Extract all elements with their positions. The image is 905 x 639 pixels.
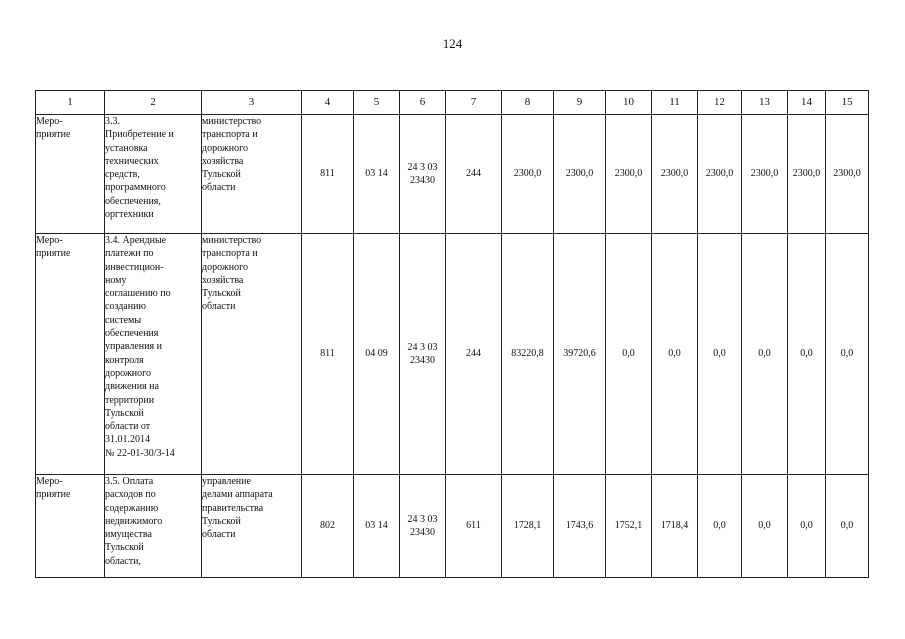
value-cell: 0,0 <box>788 475 826 578</box>
header-cell: 11 <box>652 91 698 115</box>
row-name-cell: 3.5. Оплата расходов по содержанию недвижимого имущества Тульской области, <box>105 475 202 578</box>
value-cell: 0,0 <box>742 234 788 475</box>
table-row <box>36 234 869 475</box>
csr-cell: 24 3 03 23430 <box>400 234 446 475</box>
value-cell: 0,0 <box>698 475 742 578</box>
row-name-cell: 3.3. Приобретение и установка технических средств, программного обеспечения, оргтехники <box>105 115 202 234</box>
value-cell: 1743,6 <box>554 475 606 578</box>
table-row <box>36 475 869 578</box>
budget-table <box>35 90 869 578</box>
row-type-cell: Меро- приятие <box>36 115 105 234</box>
vr-cell: 244 <box>446 115 502 234</box>
header-cell: 3 <box>202 91 302 115</box>
header-cell: 10 <box>606 91 652 115</box>
row-type-cell: Меро- приятие <box>36 234 105 475</box>
value-cell: 1718,4 <box>652 475 698 578</box>
row-executor-cell: управление делами аппарата правительства Тульской области <box>202 475 302 578</box>
value-cell: 0,0 <box>606 234 652 475</box>
vr-cell: 611 <box>446 475 502 578</box>
rzpr-cell: 04 09 <box>354 234 400 475</box>
value-cell: 0,0 <box>826 234 869 475</box>
csr-cell: 24 3 03 23430 <box>400 475 446 578</box>
value-cell: 2300,0 <box>554 115 606 234</box>
grbs-cell: 811 <box>302 115 354 234</box>
header-cell: 4 <box>302 91 354 115</box>
header-cell: 2 <box>105 91 202 115</box>
row-executor-cell: министерство транспорта и дорожного хозяйства Тульской области <box>202 115 302 234</box>
header-cell: 7 <box>446 91 502 115</box>
header-cell: 9 <box>554 91 606 115</box>
grbs-cell: 802 <box>302 475 354 578</box>
value-cell: 0,0 <box>698 234 742 475</box>
header-cell: 8 <box>502 91 554 115</box>
value-cell: 2300,0 <box>698 115 742 234</box>
header-cell: 6 <box>400 91 446 115</box>
header-cell: 14 <box>788 91 826 115</box>
header-cell: 13 <box>742 91 788 115</box>
row-name-cell: 3.4. Арендные платежи по инвестицион- ному соглашению по созданию системы обеспечения управления и контроля дорожного движения на территории Тульской области от 31.01.2014 № 22-01-30/3-14 <box>105 234 202 475</box>
rzpr-cell: 03 14 <box>354 475 400 578</box>
vr-cell: 244 <box>446 234 502 475</box>
value-cell: 2300,0 <box>742 115 788 234</box>
rzpr-cell: 03 14 <box>354 115 400 234</box>
header-cell: 15 <box>826 91 869 115</box>
value-cell: 0,0 <box>826 475 869 578</box>
value-cell: 2300,0 <box>652 115 698 234</box>
csr-cell: 24 3 03 23430 <box>400 115 446 234</box>
value-cell: 2300,0 <box>788 115 826 234</box>
value-cell: 2300,0 <box>826 115 869 234</box>
value-cell: 0,0 <box>652 234 698 475</box>
value-cell: 1752,1 <box>606 475 652 578</box>
page-number: 124 <box>442 36 463 51</box>
value-cell: 0,0 <box>788 234 826 475</box>
value-cell: 1728,1 <box>502 475 554 578</box>
value-cell: 83220,8 <box>502 234 554 475</box>
header-cell: 12 <box>698 91 742 115</box>
grbs-cell: 811 <box>302 234 354 475</box>
value-cell: 0,0 <box>742 475 788 578</box>
row-executor-cell: министерство транспорта и дорожного хозяйства Тульской области <box>202 234 302 475</box>
value-cell: 2300,0 <box>502 115 554 234</box>
value-cell: 39720,6 <box>554 234 606 475</box>
table-row <box>36 115 869 234</box>
header-cell: 1 <box>36 91 105 115</box>
header-cell: 5 <box>354 91 400 115</box>
row-type-cell: Меро- приятие <box>36 475 105 578</box>
table-header-row <box>36 91 869 115</box>
value-cell: 2300,0 <box>606 115 652 234</box>
